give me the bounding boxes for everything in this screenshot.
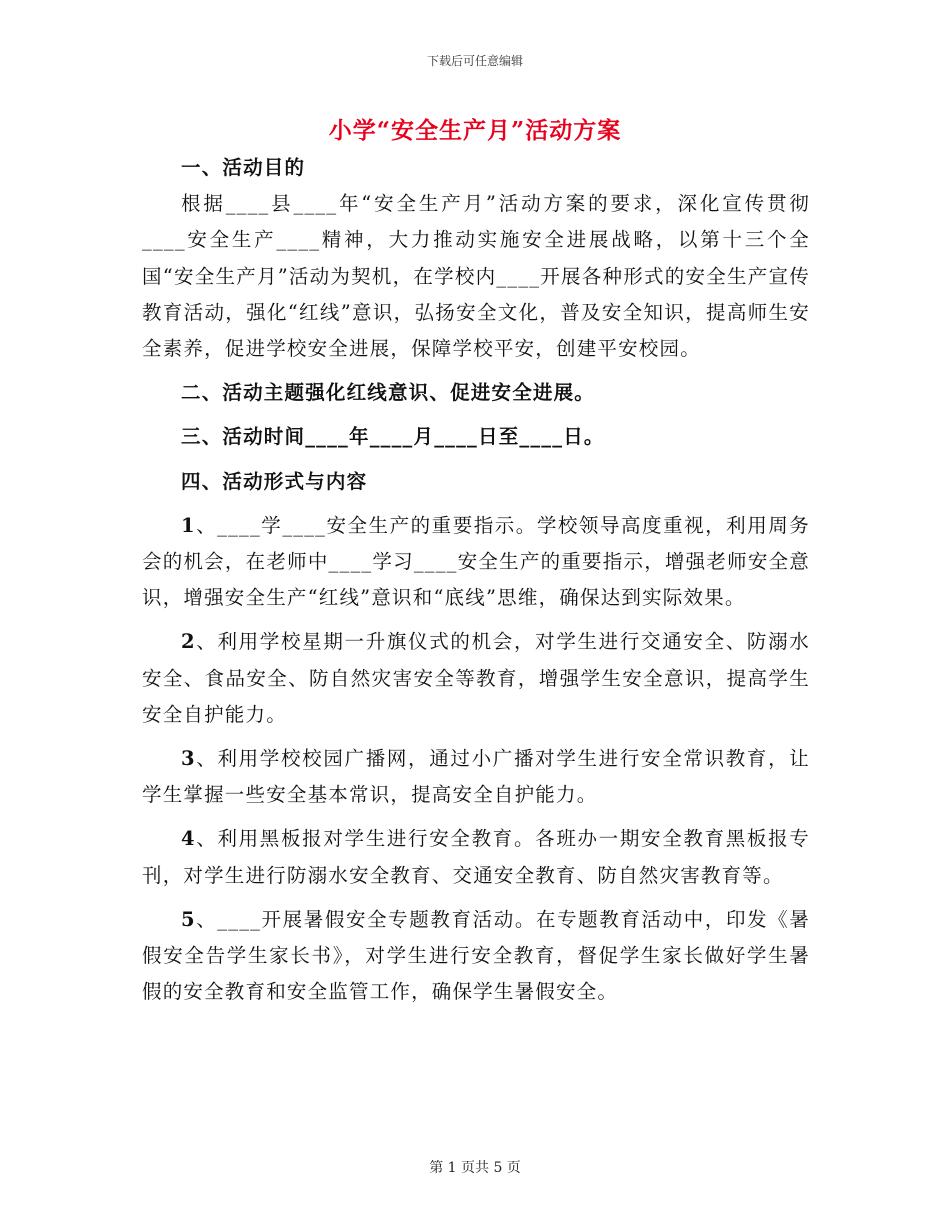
document-body xyxy=(142,150,810,1010)
section-heading-time: 三、活动时间____年____月____日至____日。 xyxy=(181,425,605,449)
list-item xyxy=(142,508,810,617)
list-item-number: 1 xyxy=(181,513,196,537)
list-item-number: 4 xyxy=(181,827,196,851)
section-body-purpose: 根据____县____年“安全生产月”活动方案的要求，深化宣传贯彻____安全生产____精神，大力推动实施安全进展战略，以第十三个全国“安全生产月”活动为契机，在学校内____开展各种形式的安全生产宣传教育活动，强化“红线”意识，弘扬安全文化，普及安全知识，提高师生安全素养，促进学校安全进展，保障学校平安，创建平安校园。 xyxy=(142,192,810,361)
list-item xyxy=(142,741,810,813)
section-heading-content: 四、活动形式与内容 xyxy=(181,469,368,493)
list-item-number: 5 xyxy=(181,907,196,931)
list-item-text: 、利用黑板报对学生进行安全教育。各班办一期安全教育黑板报专刊，对学生进行防溺水安全教育、交通安全教育、防自然灾害教育等。 xyxy=(142,827,810,887)
list-item-text: 、____开展暑假安全专题教育活动。在专题教育活动中，印发《暑假安全告学生家长书》，对学生进行安全教育，督促学生家长做好学生暑假的安全教育和安全监管工作，确保学生暑假安全。 xyxy=(142,907,810,1004)
document-title: 小学“安全生产月”活动方案 xyxy=(328,117,622,144)
list-item-text: 、利用学校星期一升旗仪式的机会，对学生进行交通安全、防溺水安全、食品安全、防自然灾害安全等教育，增强学生安全意识，提高学生安全自护能力。 xyxy=(142,630,810,726)
list-item-text: 、____学____安全生产的重要指示。学校领导高度重视，利用周务会的机会，在老师中____学习____安全生产的重要指示，增强老师安全意识，增强安全生产“红线”意识和“底线”思维，确保达到实际效果。 xyxy=(142,513,810,610)
section-heading-theme: 二、活动主题强化红线意识、促进安全进展。 xyxy=(181,381,596,405)
list-item-number: 2 xyxy=(181,630,196,654)
section-heading-purpose: 一、活动目的 xyxy=(181,156,306,179)
list-item xyxy=(142,624,810,733)
list-item xyxy=(142,821,810,893)
list-item xyxy=(142,902,810,1011)
header-note: 下载后可任意编辑 xyxy=(426,54,523,68)
page-footer: 第 1 页共 5 页 xyxy=(429,1160,521,1176)
list-item-text: 、利用学校校园广播网，通过小广播对学生进行安全常识教育，让学生掌握一些安全基本常识，提高安全自护能力。 xyxy=(142,747,810,807)
list-item-number: 3 xyxy=(181,747,196,771)
